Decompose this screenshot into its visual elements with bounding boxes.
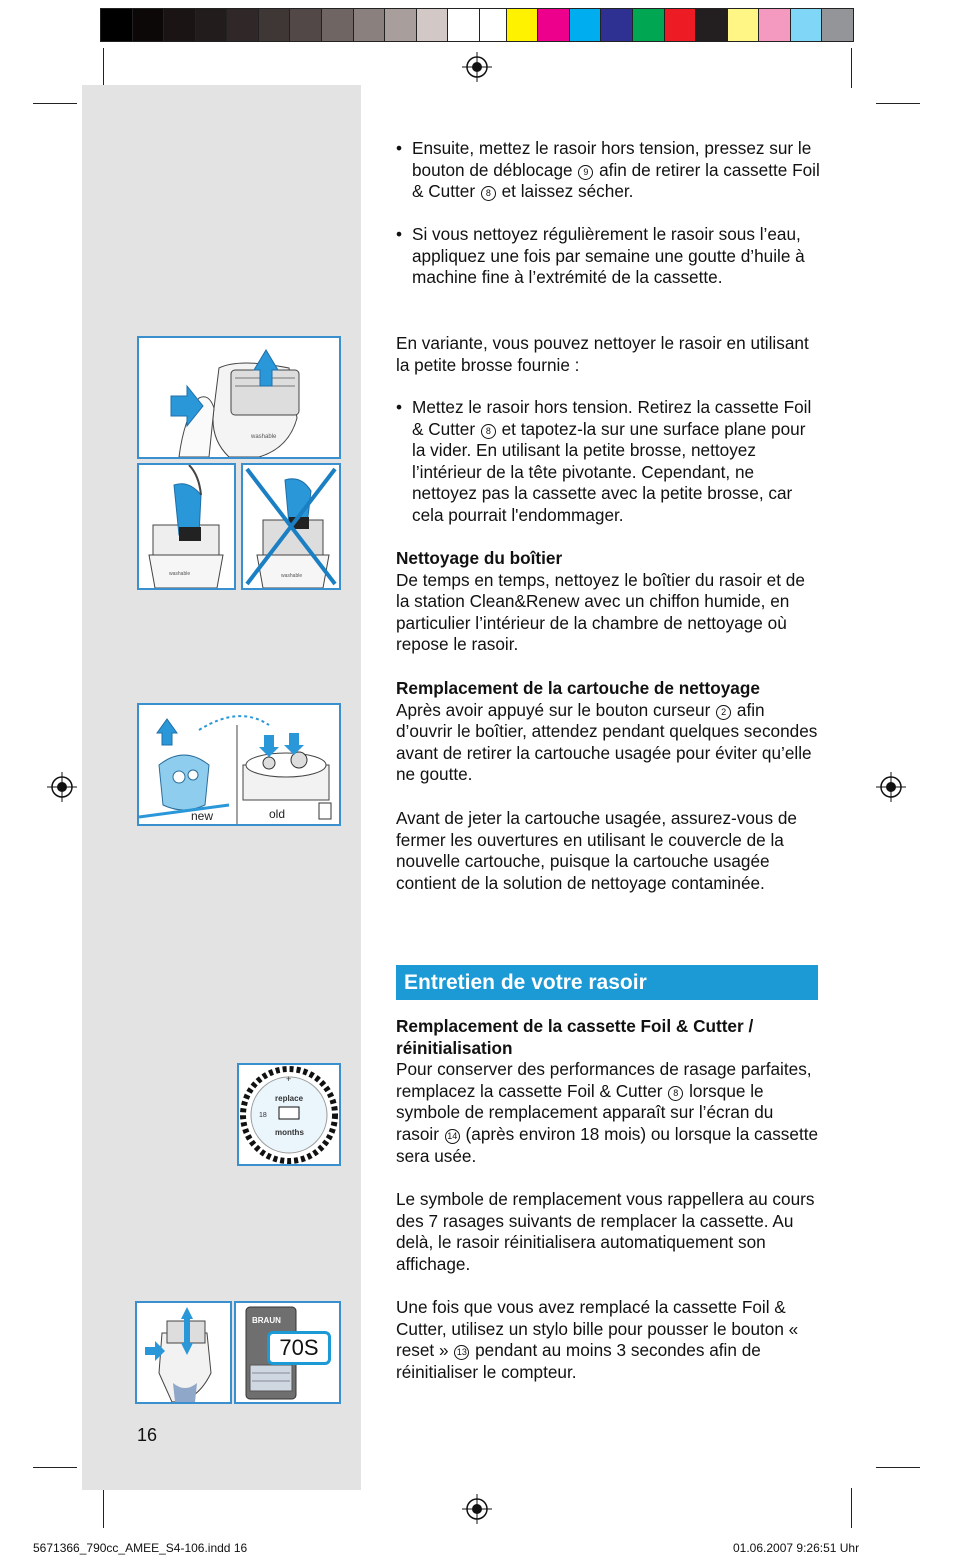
old-label: old <box>269 807 286 821</box>
bullet-oil: • Si vous nettoyez régulièrement le rasoir sous l’eau, appliquez une fois par semaine une goutte d’huile à machine fine à l’extrémité de la cassette. <box>396 224 820 289</box>
months-text: months <box>275 1128 304 1137</box>
foil-reminder: Le symbole de remplacement vous rappellera au cours des 7 rasages suivants de remplacer la cassette. Au delà, le rasoir réinitialisera automatiquement son affichage. <box>396 1189 815 1274</box>
cartridge-section <box>396 678 820 786</box>
reference-number: 8 <box>668 1086 683 1101</box>
cartridge-disposal: Avant de jeter la cartouche usagée, assurez-vous de fermer les ouvertures en utilisant le couvercle de la nouvelle cartouche, puisque la cartouche usagée contient de la solution de nettoyage contaminée. <box>396 808 797 893</box>
eighteen-text: 18 <box>259 1112 267 1119</box>
brush-illustration <box>139 465 234 588</box>
color-swatch <box>696 9 728 41</box>
washable-text: washable <box>251 434 277 440</box>
figure-brush-head <box>137 463 236 590</box>
bullet-release: • Ensuite, mettez le rasoir hors tension, pressez sur le bouton de déblocage 9 afin de retirer la cassette Foil & Cutter 8 et laissez sécher. <box>396 138 820 203</box>
color-swatch <box>385 9 417 41</box>
bullet-brush: • Mettez le rasoir hors tension. Retirez la cassette Foil & Cutter 8 et tapotez-la sur une surface plane pour la vider. En utilisant la petite brosse, nettoyez l’intérieur de la tête pivotante. Cependant, ne nettoyez pas la cassette avec la petite brosse, car cela pourrait l'endommager. <box>396 397 820 527</box>
color-swatch <box>822 9 853 41</box>
footer-file-info: 5671366_790cc_AMEE_S4-106.indd 16 <box>33 1541 248 1555</box>
washable-text: washable <box>281 573 303 579</box>
new-label: new <box>191 809 214 823</box>
registration-mark <box>47 772 77 802</box>
color-swatch <box>290 9 322 41</box>
cartridge-heading: Remplacement de la cartouche de nettoyage <box>396 678 760 698</box>
washable-text: washable <box>169 571 191 577</box>
plus-text: + <box>286 1074 292 1084</box>
color-swatch <box>601 9 633 41</box>
color-swatch <box>196 9 228 41</box>
color-swatch <box>665 9 697 41</box>
cartridge-text: Après avoir appuyé sur le bouton curseur 2 afin d’ouvrir le boîtier, attendez pendant quelques secondes avant de retirer la cartouche usagée pour éviter qu’elle ne goutte. <box>396 699 818 785</box>
registration-mark <box>462 1494 492 1524</box>
registration-mark <box>462 52 492 82</box>
brush-forbidden-illustration <box>243 465 339 588</box>
figure-replace-cassette <box>135 1301 232 1404</box>
crop-mark <box>33 1467 77 1468</box>
reference-number: 9 <box>578 165 593 180</box>
color-swatch <box>354 9 386 41</box>
color-swatch <box>728 9 760 41</box>
replace-display-illustration <box>239 1065 339 1164</box>
foil-reset: Une fois que vous avez remplacé la cassette Foil & Cutter, utilisez un stylo bille pour pousser le bouton « reset » 13 pendant au moins 3 secondes afin de réinitialiser le compteur. <box>396 1297 799 1382</box>
section-title-bar: Entretien de votre rasoir <box>396 965 818 1000</box>
reference-number: 2 <box>716 705 731 720</box>
color-swatch <box>227 9 259 41</box>
figure-release-cassette <box>137 336 341 459</box>
registration-mark <box>876 772 906 802</box>
foil-heading: Remplacement de la cassette Foil & Cutter / réinitialisation <box>396 1016 754 1058</box>
cassette-replace-illustration <box>137 1303 230 1402</box>
housing-heading: Nettoyage du boîtier <box>396 548 563 568</box>
replace-text: replace <box>275 1094 304 1103</box>
figure-cassette-package <box>234 1301 341 1404</box>
color-swatch <box>759 9 791 41</box>
figure-display-replace <box>237 1063 341 1166</box>
color-swatch <box>538 9 570 41</box>
foil-section <box>396 1016 820 1167</box>
crop-mark <box>103 1488 104 1528</box>
brand-text: BRAUN <box>252 1316 281 1325</box>
color-swatch <box>133 9 165 41</box>
crop-mark <box>851 1488 852 1528</box>
color-bar-gap <box>480 9 507 41</box>
color-swatch <box>570 9 602 41</box>
reference-number: 13 <box>454 1345 469 1360</box>
color-swatch <box>633 9 665 41</box>
color-swatch <box>259 9 291 41</box>
color-swatch <box>507 9 539 41</box>
reference-number: 8 <box>481 186 496 201</box>
figure-brush-cassette-forbidden <box>241 463 341 590</box>
crop-mark <box>876 103 920 104</box>
cartridge-illustration <box>139 705 339 824</box>
color-swatch <box>448 9 480 41</box>
color-swatch <box>322 9 354 41</box>
pack-code-badge: 70S <box>267 1331 331 1365</box>
color-swatch <box>164 9 196 41</box>
color-swatch <box>101 9 133 41</box>
reference-number: 14 <box>445 1129 460 1144</box>
color-control-bar <box>100 8 854 42</box>
variant-paragraph: En variante, vous pouvez nettoyer le rasoir en utilisant la petite brosse fournie : <box>396 333 809 375</box>
foil-text: Pour conserver des performances de rasage parfaites, remplacez la cassette Foil & Cutter 8 lorsque le symbole de remplacement apparaît sur l’écran du rasoir 14 (après environ 18 mois) ou lorsque la cassette sera usée. <box>396 1059 819 1166</box>
crop-mark <box>33 103 77 104</box>
housing-text: De temps en temps, nettoyez le boîtier du rasoir et de la station Clean&Renew avec un chiffon humide, en particulier l’intérieur de la chambre de nettoyage où repose le rasoir. <box>396 569 805 655</box>
page-number: 16 <box>137 1425 158 1445</box>
shaver-head-illustration <box>139 338 339 457</box>
crop-mark <box>876 1467 920 1468</box>
housing-section <box>396 548 820 656</box>
figure-cartridge-replacement <box>137 703 341 826</box>
crop-mark <box>103 48 104 88</box>
crop-mark <box>851 48 852 88</box>
color-swatch <box>791 9 823 41</box>
footer-timestamp: 01.06.2007 9:26:51 Uhr <box>733 1541 860 1555</box>
reference-number: 8 <box>481 424 496 439</box>
color-swatch <box>417 9 449 41</box>
